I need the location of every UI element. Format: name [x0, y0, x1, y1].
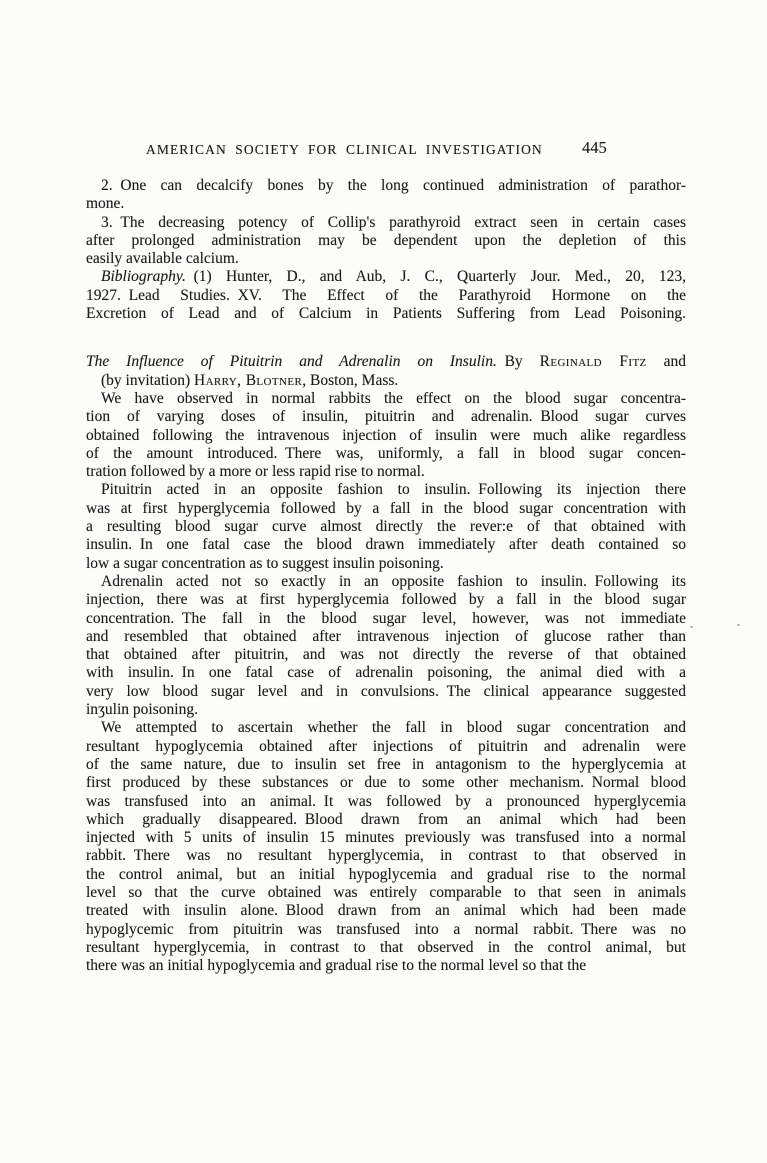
text-line: tration followed by a more or less rapid rise to normal.	[86, 463, 425, 481]
bibliography	[86, 268, 686, 323]
text-line: the control animal, but an initial hypoglycemia and gradual rise to the normal	[86, 865, 686, 883]
plain-text: By	[496, 353, 540, 371]
plain-text: , Boston, Mass.	[302, 371, 399, 389]
text-line: Adrenalin acted not so exactly in an opposite fashion to insulin. Following its	[101, 572, 686, 590]
text-line: with insulin. In one fatal case of adrenalin poisoning, the animal died with a	[86, 664, 686, 682]
text-line: 3. The decreasing potency of Collip's parathyroid extract seen in certain cases	[101, 213, 686, 231]
text-line: a resulting blood sugar curve almost directly the rever:e of that obtained with	[86, 518, 686, 536]
article-text-block	[86, 177, 686, 975]
conclusion-item-2	[86, 177, 686, 214]
text-line: injected with 5 units of insulin 15 minutes previously was transfused into a normal	[86, 829, 686, 847]
running-header-title: AMERICAN SOCIETY FOR CLINICAL INVESTIGATION	[146, 142, 543, 157]
page-number: 445	[582, 138, 607, 157]
text-line: of the amount introduced. There was, uniformly, a fall in blood sugar concen-	[86, 444, 686, 462]
text-line: 2. One can decalcify bones by the long continued administration of parathor-	[101, 177, 686, 194]
text-line: of the same nature, due to insulin set free in antagonism to the hyperglycemia at	[86, 755, 686, 773]
body-paragraph-2	[86, 481, 686, 572]
text-line: rabbit. There was no resultant hyperglycemia, in contrast to that observed in	[86, 847, 686, 865]
text-line: We have observed in normal rabbits the effect on the blood sugar concentra-	[101, 389, 686, 407]
text-line	[86, 353, 686, 371]
text-line: very low blood sugar level and in convulsions. The clinical appearance suggested	[86, 682, 686, 700]
text-line	[86, 268, 686, 286]
text-line: insulin. In one fatal case the blood drawn immediately after death contained so	[86, 536, 686, 554]
scan-speck	[690, 626, 693, 628]
text-line: which gradually disappeared. Blood drawn from an animal which had been	[86, 810, 686, 828]
text-line: Pituitrin acted in an opposite fashion to insulin. Following its injection there	[101, 481, 686, 499]
italic-text: The Influence of Pituitrin and Adrenalin on Insulin.	[86, 353, 497, 371]
text-line: level so that the curve obtained was entirely comparable to that seen in animals	[86, 883, 686, 901]
text-line: We attempted to ascertain whether the fall in blood sugar concentration and	[101, 719, 686, 737]
body-paragraph-1	[86, 390, 686, 481]
article-title	[86, 353, 686, 390]
running-header	[86, 140, 686, 160]
text-line: tion of varying doses of insulin, pituitrin and adrenalin. Blood sugar curves	[86, 408, 686, 426]
plain-text: (1) Hunter, D., and Aub, J. C., Quarterly Jour. Med., 20, 123,	[185, 268, 686, 286]
text-line	[86, 372, 686, 390]
plain-text: and	[646, 353, 686, 371]
text-line: inʒulin poisoning.	[86, 701, 198, 719]
text-line: was transfused into an animal. It was followed by a pronounced hyperglycemia	[86, 792, 686, 810]
text-line: was at first hyperglycemia followed by a fall in the blood sugar concentration with	[86, 499, 686, 517]
text-line: obtained following the intravenous injection of insulin were much alike regardless	[86, 426, 686, 444]
text-line: there was an initial hypoglycemia and gradual rise to the normal level so that the	[86, 957, 587, 975]
text-line: 1927. Lead Studies. XV. The Effect of the Parathyroid Hormone on the	[86, 286, 686, 304]
body-paragraph-4	[86, 719, 686, 975]
small-caps-name: Reginald Fitz	[539, 353, 647, 371]
plain-text: (by invitation)	[101, 371, 194, 389]
text-line: easily available calcium.	[86, 250, 239, 268]
text-line: resultant hyperglycemia, in contrast to that observed in the control animal, but	[86, 938, 686, 956]
text-line: and resembled that obtained after intravenous injection of glucose rather than	[86, 627, 686, 645]
text-line: treated with insulin alone. Blood drawn from an animal which had been made	[86, 902, 686, 920]
body-paragraph-3	[86, 573, 686, 719]
text-line: resultant hypoglycemia obtained after injections of pituitrin and adrenalin were	[86, 737, 686, 755]
text-line: injection, there was at first hyperglycemia followed by a fall in the blood sugar	[86, 591, 686, 609]
small-caps-name: Harry, Blotner	[194, 371, 303, 389]
text-line: hypoglycemic from pituitrin was transfused into a normal rabbit. There was no	[86, 920, 686, 938]
text-line: mone.	[86, 195, 125, 213]
text-line: concentration. The fall in the blood sugar level, however, was not immediate	[86, 609, 686, 627]
text-line: that obtained after pituitrin, and was not directly the reverse of that obtained	[86, 646, 686, 664]
text-line: Excretion of Lead and of Calcium in Patients Suffering from Lead Poisoning.	[86, 305, 686, 323]
conclusion-item-3	[86, 214, 686, 269]
text-line: after prolonged administration may be dependent upon the depletion of this	[86, 231, 686, 249]
text-line: low a sugar concentration as to suggest insulin poisoning.	[86, 554, 444, 572]
italic-text: Bibliography.	[101, 268, 186, 286]
scan-speck	[737, 624, 740, 626]
text-line: first produced by these substances or due to some other mechanism. Normal blood	[86, 774, 686, 792]
